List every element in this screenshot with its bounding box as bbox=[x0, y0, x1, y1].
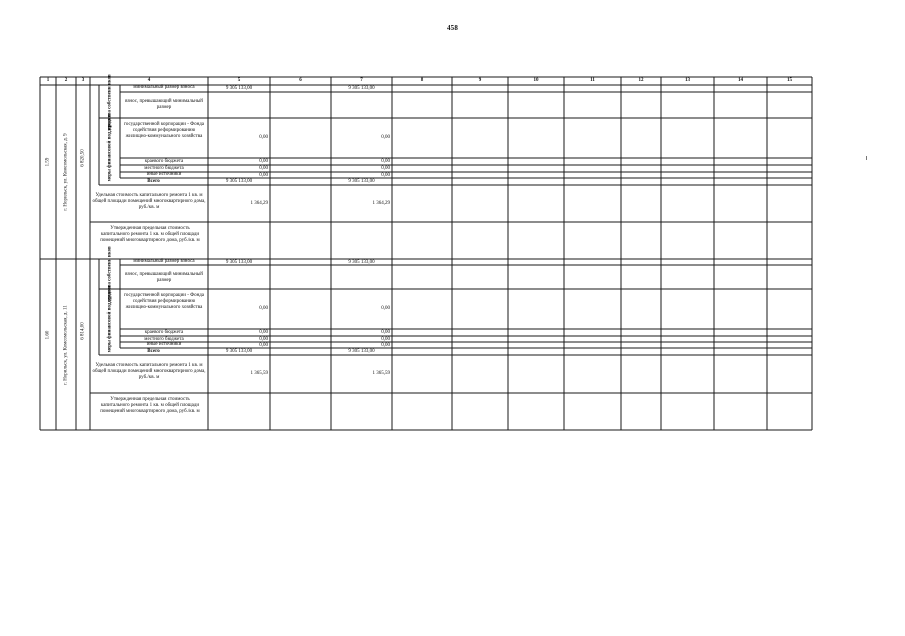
value-col7-unit: 1 365,59 bbox=[372, 371, 390, 376]
column-header-2: 2 bbox=[64, 78, 68, 83]
row-label-total: Всего bbox=[147, 349, 160, 354]
row-label-local-budget: местного бюджета bbox=[144, 337, 184, 342]
row-label-over-min: взнос, превышающий минимальный размер bbox=[125, 272, 203, 283]
column-header-15: 15 bbox=[787, 78, 792, 83]
value-col7-inye: 0,00 bbox=[381, 343, 390, 348]
page-number: 458 bbox=[446, 24, 459, 32]
house-area: 6 820,50 bbox=[80, 149, 86, 167]
value-col5-inye: 0,00 bbox=[259, 343, 268, 348]
row-label-other-sources: иные источники bbox=[146, 172, 182, 177]
house-number: 1.60 bbox=[45, 330, 51, 339]
value-col5-inye: 0,00 bbox=[259, 173, 268, 178]
column-header-6: 6 bbox=[299, 78, 302, 83]
column-header-7: 7 bbox=[360, 78, 363, 83]
value-col7-total: 9 305 133,00 bbox=[348, 349, 375, 354]
column-header-5: 5 bbox=[237, 78, 241, 83]
column-header-13: 13 bbox=[685, 78, 690, 83]
row-label-min-contribution: минимальный размер взноса bbox=[133, 259, 195, 264]
house-address: г. Норильск, ул. Комсомольская, д. 11 bbox=[63, 304, 69, 385]
value-col7-total: 9 305 133,00 bbox=[348, 179, 375, 184]
house-number: 1.59 bbox=[45, 157, 51, 167]
column-header-12: 12 bbox=[638, 78, 644, 83]
row-label-fund-corporation: государственной корпорации - Фонда содействия реформированию жилищно-коммунального хозяйства bbox=[123, 122, 205, 139]
value-col7-unit: 1 364,29 bbox=[372, 200, 390, 206]
value-col5-kray: 0,00 bbox=[259, 330, 268, 335]
value-col7-mest: 0,00 bbox=[381, 337, 390, 342]
value-col5-unit: 1 365,59 bbox=[250, 371, 268, 376]
value-col5-min: 9 305 133,00 bbox=[225, 260, 253, 265]
column-header-4: 4 bbox=[147, 78, 151, 83]
house-address: г. Норильск, ул. Комсомольская, д. 9 bbox=[63, 133, 69, 211]
value-col5-kray: 0,00 bbox=[259, 159, 268, 164]
value-col5-unit: 1 364,29 bbox=[250, 200, 268, 206]
row-label-regional-budget: краевого бюджета bbox=[144, 159, 184, 164]
row-label-cost-limit: Утвержденная предельная стоимость капитального ремонта 1 кв. м общей площади помещений многоквартирного дома, руб./кв. м bbox=[100, 397, 200, 414]
group-financial-support: меры финансовой поддержки bbox=[107, 114, 112, 182]
column-header-1: 1 bbox=[46, 78, 50, 83]
group-owners-funds: средства собственн иков bbox=[107, 246, 112, 302]
value-col7-inye: 0,00 bbox=[381, 173, 390, 178]
row-label-over-min: взнос, превышающий минимальный размер bbox=[125, 99, 203, 110]
value-col5-total: 9 305 133,00 bbox=[225, 179, 253, 184]
column-header-9: 9 bbox=[478, 78, 482, 83]
value-col7-min: 9 305 133,00 bbox=[348, 260, 375, 265]
row-label-unit-cost: Удельная стоимость капитального ремонта 1 кв. м общей площади помещений многоквартирного дома, руб./кв. м bbox=[92, 363, 206, 380]
row-label-local-budget: местного бюджета bbox=[144, 166, 184, 171]
row-label-min-contribution: минимальный размер взноса bbox=[133, 85, 195, 90]
value-col7-kray: 0,00 bbox=[381, 159, 390, 164]
row-label-unit-cost: Удельная стоимость капитального ремонта 1 кв. м общей площади помещений многоквартирного дома, руб./кв. м bbox=[92, 193, 206, 210]
column-header-14: 14 bbox=[738, 78, 743, 83]
value-col5-min: 9 305 133,00 bbox=[225, 86, 253, 91]
value-col7-min: 9 305 133,00 bbox=[348, 86, 375, 91]
value-col5-mest: 0,00 bbox=[259, 166, 268, 171]
group-owners-funds: средства собственн иков bbox=[107, 73, 112, 130]
group-financial-support: меры финансовой поддержки bbox=[107, 285, 112, 352]
column-header-3: 3 bbox=[81, 78, 85, 83]
row-label-fund-corporation: государственной корпорации - Фонда содействия реформированию жилищно-коммунального хозяйства bbox=[123, 293, 205, 310]
value-col5-corp: 0,00 bbox=[259, 306, 268, 311]
column-header-10: 10 bbox=[533, 78, 539, 83]
value-col5-mest: 0,00 bbox=[259, 337, 268, 342]
row-label-other-sources: иные источники bbox=[146, 342, 182, 347]
row-label-cost-limit: Утвержденная предельная стоимость капитального ремонта 1 кв. м общей площади помещений многоквартирного дома, руб./кв. м bbox=[100, 226, 200, 243]
row-label-regional-budget: краевого бюджета bbox=[144, 330, 184, 335]
column-header-11: 11 bbox=[590, 78, 595, 83]
value-col5-total: 9 305 133,00 bbox=[225, 349, 253, 354]
house-area: 6 814,00 bbox=[80, 321, 86, 340]
row-label-total: Всего bbox=[147, 179, 160, 184]
value-col7-corp: 0,00 bbox=[381, 135, 390, 140]
value-col7-mest: 0,00 bbox=[381, 166, 390, 171]
value-col5-corp: 0,00 bbox=[259, 135, 268, 140]
value-col7-kray: 0,00 bbox=[381, 330, 390, 335]
value-col7-corp: 0,00 bbox=[381, 306, 390, 311]
column-header-8: 8 bbox=[420, 78, 424, 83]
